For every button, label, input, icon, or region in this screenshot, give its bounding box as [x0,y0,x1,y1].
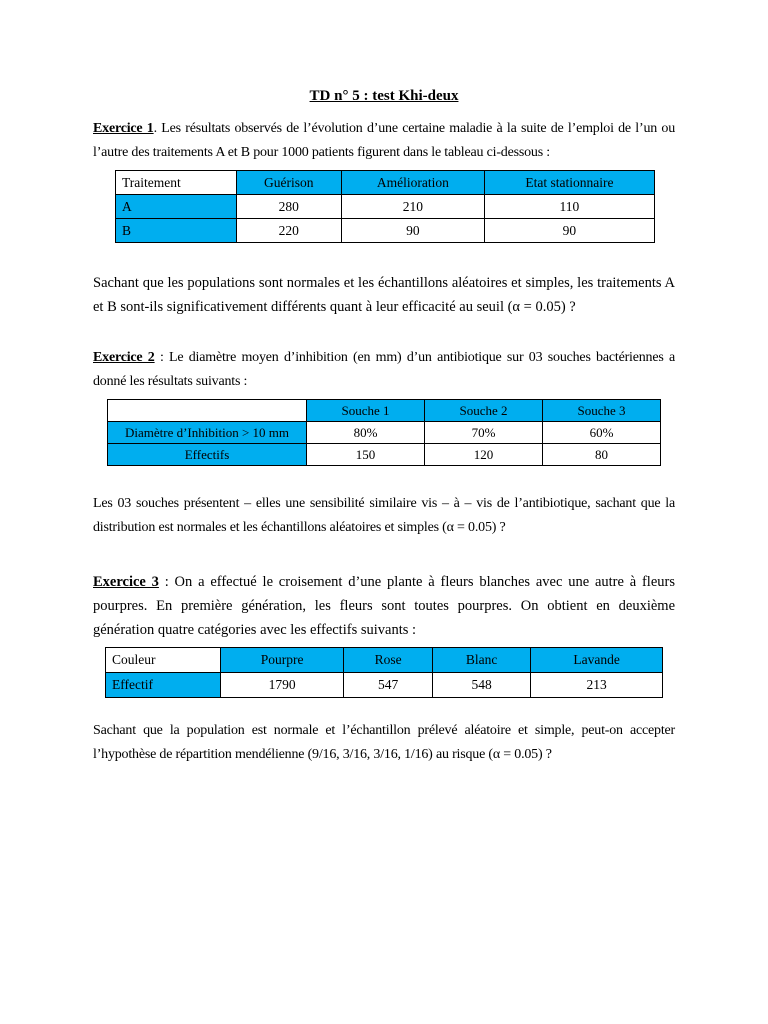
table-header-cell: Traitement [116,171,237,195]
color-table [105,647,663,698]
row-label-cell: B [116,219,237,243]
row-label-cell: Effectif [106,673,221,698]
exercise-1-label: Exercice 1 [93,121,154,136]
table-cell: 90 [484,219,654,243]
table-header-row [106,648,663,673]
table-header-cell: Souche 2 [425,400,543,422]
table-row [108,422,661,444]
table-header-cell: Etat stationnaire [484,171,654,195]
row-label-cell: A [116,195,237,219]
table-cell: 80 [543,444,661,466]
table-cell: 548 [432,673,530,698]
table-header-cell: Blanc [432,648,530,673]
table-header-cell: Guérison [236,171,341,195]
table-header-row [108,400,661,422]
table-header-cell: Lavande [531,648,663,673]
treatment-table [115,170,655,243]
row-label-cell: Effectifs [108,444,307,466]
table-cell: 110 [484,195,654,219]
table-header-cell: Couleur [106,648,221,673]
exercise-1-question: Sachant que les populations sont normales et les échantillons aléatoires et simples, les traitements A et B sont-ils significativement différents quant à leur efficacité au seuil (α = 0.05) ? [93,275,675,315]
exercise-3-question: Sachant que la population est normale et l’échantillon prélevé aléatoire et simple, peut-on accepter l’hypothèse de répartition mendélienne (9/16, 3/16, 3/16, 1/16) au risque (α = 0.05) ? [93,723,675,762]
table-header-cell: Pourpre [221,648,344,673]
table-header-cell: Souche 1 [307,400,425,422]
table-cell: 90 [341,219,484,243]
table-row [106,673,663,698]
exercise-3-label: Exercice 3 [93,574,159,590]
exercise-2-text: : Le diamètre moyen d’inhibition (en mm) d’un antibiotique sur 03 souches bactériennes a donné les résultats suivants : [93,350,675,389]
table-cell: 150 [307,444,425,466]
table-cell: 120 [425,444,543,466]
table-header-cell: Souche 3 [543,400,661,422]
exercise-3-intro [93,570,675,642]
table-cell: 547 [344,673,433,698]
table-cell: 60% [543,422,661,444]
table-row [116,219,655,243]
table-cell: 210 [341,195,484,219]
exercise-1-text: . Les résultats observés de l’évolution d’une certaine maladie à la suite de l’emploi de l’un ou l’autre des traitements A et B pour 1000 patients figurent dans le tableau ci-dessous : [93,121,675,160]
table-header-cell: Rose [344,648,433,673]
table-cell: 70% [425,422,543,444]
table-cell: 220 [236,219,341,243]
page-title: TD n° 5 : test Khi-deux [309,88,459,104]
table-header-cell [108,400,307,422]
table-row [108,444,661,466]
table-cell: 213 [531,673,663,698]
exercise-2-label: Exercice 2 [93,350,155,365]
strain-table [107,399,661,466]
exercise-3-text: : On a effectué le croisement d’une plante à fleurs blanches avec une autre à fleurs pourpres. En première génération, les fleurs sont toutes pourpres. On obtient en deuxième génération quatre catégories avec les effectifs suivants : [93,574,675,638]
exercise-2-intro [93,346,675,394]
table-header-cell: Amélioration [341,171,484,195]
exercise-1-intro [93,117,675,165]
table-cell: 80% [307,422,425,444]
exercise-2-question: Les 03 souches présentent – elles une sensibilité similaire vis – à – vis de l’antibiotique, sachant que la distribution est normales et les échantillons aléatoires et simples (α = 0.05) ? [93,496,675,535]
table-cell: 1790 [221,673,344,698]
table-cell: 280 [236,195,341,219]
row-label-cell: Diamètre d’Inhibition > 10 mm [108,422,307,444]
table-header-row [116,171,655,195]
table-row [116,195,655,219]
